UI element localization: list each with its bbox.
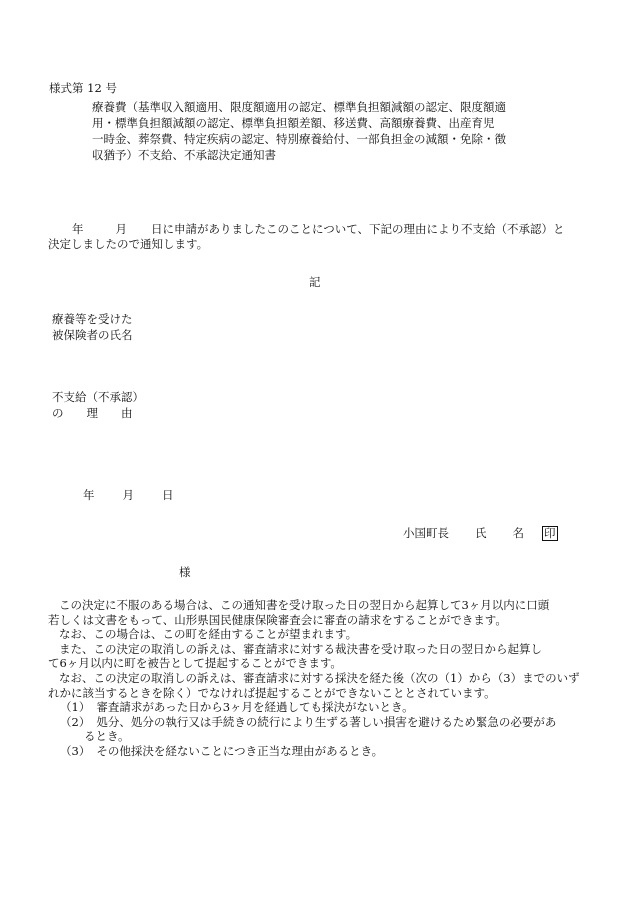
notice-day-text: 日に申請がありましたこのことについて、下記の理由により不支給（不承認）と	[151, 222, 565, 236]
date-month: 月	[122, 488, 134, 502]
notice-year: 年	[72, 222, 84, 236]
appeal-item	[48, 715, 588, 730]
date-year: 年	[83, 488, 95, 502]
title-line: 一時金、葬祭費、特定疾病の認定、特別療養給付、一部負担金の減額・免除・徴	[92, 132, 506, 146]
ki-heading: 記	[309, 275, 321, 289]
notice-line-1	[48, 222, 565, 237]
insured-name-label	[52, 312, 133, 344]
appeal-line: て6ヶ月以内に町を被告として提起することができます。	[48, 656, 342, 671]
title-line: 用・標準負担額減額の認定、標準負担額差額、移送費、高額療養費、出産育児	[92, 116, 495, 130]
addressee-sama: 様	[179, 565, 191, 579]
label-line: 被保険者の氏名	[52, 328, 133, 342]
item-number: （1）	[60, 700, 91, 715]
item-number: （2）	[60, 714, 91, 729]
issue-date	[83, 488, 174, 503]
label-line: 療養等を受けた	[52, 312, 133, 326]
issuer-title: 小国町長	[403, 526, 449, 540]
label-line: の 理 由	[52, 406, 133, 420]
title-line: 療養費（基準収入額適用、限度額適用の認定、標準負担額減額の認定、限度額適	[92, 100, 506, 114]
title-line: 収猶予）不支給、不承認決定通知書	[92, 148, 276, 162]
notice-month: 月	[115, 222, 127, 236]
appeal-line: れかに該当するときを除く）でなければ提起することができないこととされています。	[48, 685, 496, 700]
item-text: 審査請求があった日から3ヶ月を経過しても採決がないとき。	[96, 700, 414, 715]
document-title	[92, 100, 552, 164]
appeal-line: なお、この場合は、この町を経由することが望まれます。	[59, 627, 358, 642]
date-day: 日	[162, 488, 174, 502]
form-number: 様式第 12 号	[49, 81, 117, 95]
item-number: （3）	[60, 743, 91, 758]
appeal-item-continuation: るとき。	[84, 729, 130, 744]
issuer-shi: 氏	[475, 526, 487, 540]
notice-line-2: 決定しましたので通知します。	[48, 237, 209, 251]
appeal-line: この決定に不服のある場合は、この通知書を受け取った日の翌日から起算して3ヶ月以内に口頭	[59, 598, 550, 612]
notice-paragraph	[48, 222, 565, 252]
seal-mark: 印	[544, 526, 556, 540]
label-line: 不支給（不承認）	[52, 390, 144, 404]
item-text: 処分、処分の執行又は手続きの続行により生ずる著しい損害を避けるため緊急の必要があ	[96, 714, 557, 729]
appeal-notice	[48, 598, 588, 759]
reason-label	[52, 390, 144, 422]
issuer	[403, 526, 558, 541]
appeal-line: 若しくは文書をもって、山形県国民健康保険審査会に審査の請求をすることができます。	[48, 612, 507, 627]
appeal-line: なお、この決定の取消しの訴えは、審査請求に対する採決を経た後（次の（1）から（3）までのいず	[59, 670, 580, 685]
appeal-item	[48, 744, 588, 759]
issuer-mei: 名	[512, 526, 524, 540]
item-text: その他採決を経ないことにつき正当な理由があるとき。	[96, 743, 384, 758]
appeal-item	[48, 700, 588, 715]
appeal-line: また、この決定の取消しの訴えは、審査請求に対する裁決書を受け取った日の翌日から起算し	[59, 641, 542, 656]
